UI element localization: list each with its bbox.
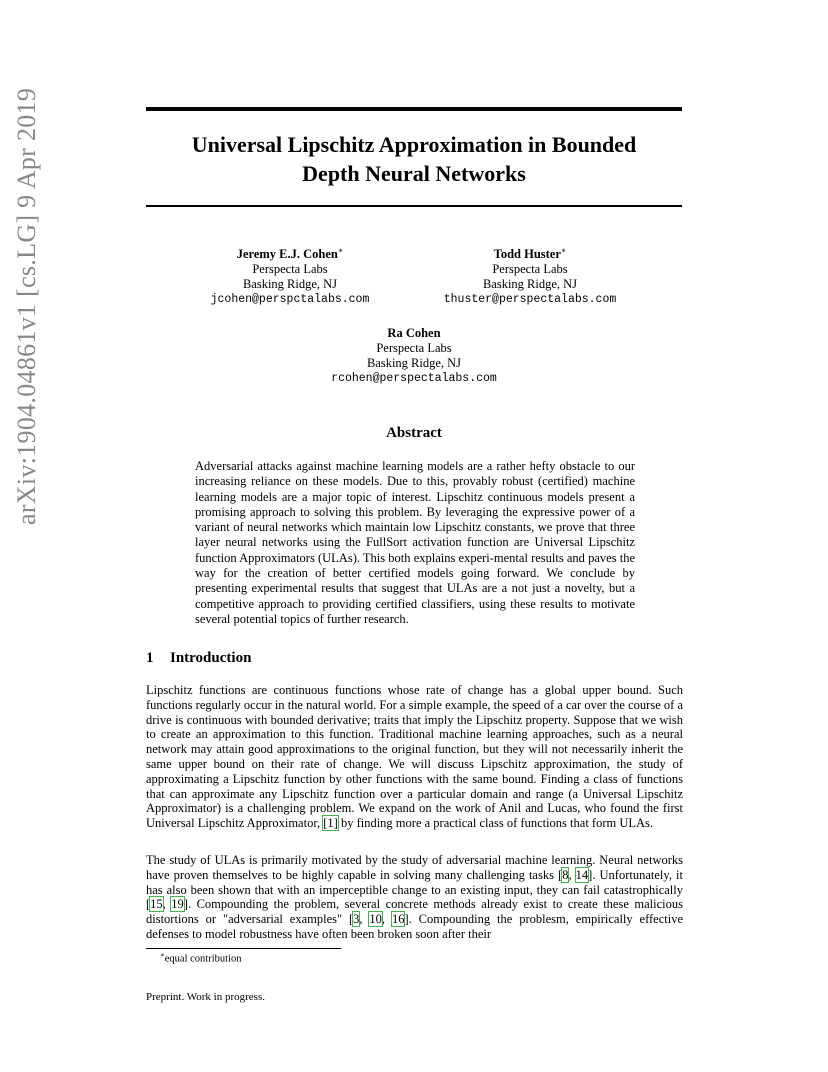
- paragraph-text: . Compounding the problesm, empirically effective defenses to model robustness have often been broken soon after their: [146, 912, 684, 941]
- citation-link[interactable]: [1]: [323, 816, 338, 831]
- citation-separator: ,: [568, 867, 576, 882]
- paragraph-text: Lipschitz functions are continuous functions whose rate of change has a global upper bound. Such functions regularly occur in the natural world. For a simple example, the speed of a car over the course of a drive is continuous with bounded derivative; traits that imply the Lipschitz property. Suppose that we wish to create an approximation to this function. Traditional machine learning approaches, such as a neural network may attain good approximations to the original function, but they will not necessarily inherit the same upper bound on their rate of change. We will discuss Lipschitz approximation, the study of approximating a Lipschitz function by other functions with the same bound. Finding a class of functions that can approximate any Lipschitz function over a particular domain and range (a Universal Lipschitz Approximator) is a challenging problem. We expand on the work of Anil and Lucas, who found the first Universal Lipschitz Approximator,: [146, 683, 683, 831]
- citation-link[interactable]: 16: [391, 912, 405, 927]
- footnote: [160, 951, 241, 965]
- author-name-text: Todd Huster: [493, 247, 561, 262]
- preprint-note: Preprint. Work in progress.: [146, 991, 265, 1003]
- title-line-1: Universal Lipschitz Approximation in Bounded: [191, 132, 637, 157]
- abstract-heading: Abstract: [386, 425, 442, 441]
- footnote-rule: [146, 948, 341, 949]
- equal-contribution-mark: ∗: [337, 246, 344, 255]
- author-org: Perspecta Labs: [252, 262, 328, 277]
- author-email[interactable]: thuster@perspectalabs.com: [443, 293, 617, 307]
- paragraph-text: by finding more a practical class of functions that form ULAs.: [337, 816, 654, 831]
- citation-link[interactable]: 19: [171, 897, 184, 912]
- footnote-mark: ∗: [160, 951, 165, 959]
- citation-link[interactable]: 3: [353, 912, 360, 927]
- citation-separator: ,: [162, 897, 172, 912]
- author-email[interactable]: rcohen@perspectalabs.com: [331, 372, 497, 385]
- arxiv-identifier: arXiv:1904.04861v1 [cs.LG] 9 Apr 2019: [12, 87, 41, 525]
- title-line-2: Depth Neural Networks: [302, 161, 526, 186]
- author-block-3: [314, 326, 514, 386]
- title-bottom-rule: [146, 205, 682, 207]
- citation-bracket: ]: [183, 897, 188, 912]
- author-block-2: [430, 243, 630, 307]
- citation-bracket: [: [348, 912, 354, 927]
- paragraph-text: . Compounding the problem, several concrete methods already exist to create these malicious distortions or "adversarial examples": [146, 897, 683, 927]
- author-email[interactable]: jcohen@perspctalabs.com: [210, 293, 370, 307]
- author-org: Perspecta Labs: [376, 341, 452, 355]
- citation-separator: ,: [359, 912, 370, 927]
- citation-bracket: ]: [588, 867, 593, 882]
- author-location: Basking Ridge, NJ: [482, 277, 578, 292]
- citation-bracket: [: [558, 867, 563, 882]
- paragraph-text: . Unfortunately, it has also been shown that with an imperceptible change to an existing input, they can fail catastrophically: [146, 867, 683, 897]
- author-location: Basking Ridge, NJ: [242, 277, 338, 292]
- citation-bracket: [: [146, 897, 151, 912]
- title-top-rule: [146, 107, 682, 111]
- section-title: Introduction: [170, 650, 252, 666]
- equal-contribution-mark: ∗: [560, 246, 567, 255]
- citation-separator: ,: [381, 912, 392, 927]
- author-name: [430, 243, 630, 262]
- intro-paragraph-1: [146, 683, 683, 831]
- paper-title: [146, 130, 682, 188]
- author-block-1: [190, 243, 390, 307]
- intro-paragraph-2: [146, 853, 683, 942]
- footnote-text: equal contribution: [164, 953, 242, 965]
- citation-link[interactable]: 14: [575, 867, 589, 882]
- abstract-text: Adversarial attacks against machine learning models are a rather hefty obstacle to our increasing reliance on these models. Due to this, provably robust (certified) machine learning models are a major topic of interest. Lipschitz continuous models present a promising approach to solving this problem. By leveraging the expressive power of a variant of neural networks which maintain low Lipschitz constants, we prove that three layer neural networks using the FullSort activation function are Universal Lipschitz function Approximators (ULAs). This both explains experi-mental results and paves the way for the creation of better certified models going forward. We conclude by presenting experimental results that suggest that ULAs are a not just a novelty, but a competitive approach to providing certified classifiers, using these results to motivate several potential topics of further research.: [195, 459, 635, 626]
- author-name: Ra Cohen: [387, 326, 441, 340]
- author-name: [190, 243, 390, 262]
- author-org: Perspecta Labs: [492, 262, 568, 277]
- section-heading: [146, 650, 682, 667]
- author-location: Basking Ridge, NJ: [366, 356, 462, 370]
- citation-bracket: ]: [404, 912, 409, 927]
- citation-link[interactable]: 10: [369, 912, 382, 927]
- author-name-text: Jeremy E.J. Cohen: [236, 247, 338, 262]
- citation-link[interactable]: 8: [562, 867, 569, 882]
- paragraph-text: The study of ULAs is primarily motivated by the study of adversarial machine learning. Neural networks have proven themselves to be highly capable in solving many challenging tasks: [146, 853, 683, 882]
- section-number: 1: [146, 650, 154, 666]
- citation-link[interactable]: 15: [150, 897, 163, 912]
